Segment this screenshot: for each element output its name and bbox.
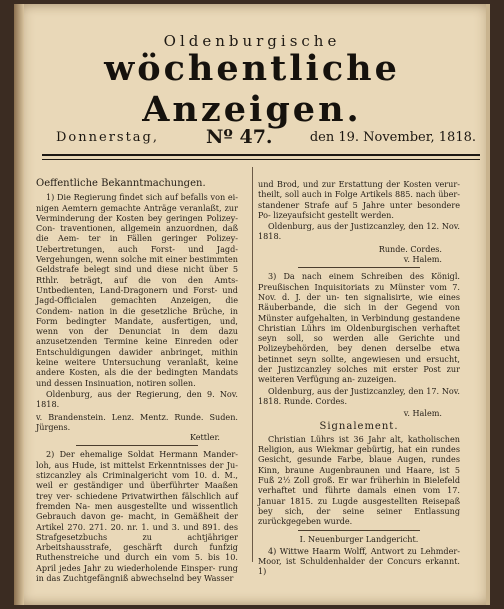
- notice-1-date: Oldenburg, aus der Regierung, den 9. Nov. 1818.: [36, 388, 238, 410]
- newspaper-page: [14, 4, 490, 605]
- notice-separator: [298, 530, 419, 531]
- notice-1-clerk: Kettler.: [189, 432, 220, 443]
- notice-1-signers: v. Brandenstein. Lenz. Mentz. Runde. Suden. Jürgens.: [36, 411, 238, 432]
- left-column: [36, 179, 238, 583]
- signalement-heading: Signalement.: [319, 420, 399, 432]
- notice-2-signers: Runde. Cordes.: [378, 243, 442, 254]
- notice-2-continued: und Brod, und zur Erstattung der Kosten verur- theilt, soll auch in Folge Artikels 885. nach über- standener Strafe auf 5 Jahre unter besondere Po- lizeyaufsicht gestellt werden.: [258, 179, 460, 220]
- header-rule-thin: [42, 159, 480, 160]
- court-subheading: I. Neuenburger Landgericht.: [299, 533, 419, 544]
- masthead-line-1: Oldenburgische: [163, 32, 341, 50]
- notice-3-clerk: v. Halem.: [403, 408, 442, 419]
- header-rule-thick: [42, 154, 480, 156]
- issue-number: Nº 47.: [206, 126, 273, 148]
- notice-separator: [298, 267, 419, 268]
- masthead-title: wöchentliche Anzeigen.: [104, 48, 400, 130]
- right-column: [258, 179, 460, 577]
- notice-2-clerk: v. Halem.: [403, 254, 442, 265]
- notice-1-text: 1) Die Regierung findet sich auf befalls von ei- nigen Aemtern gemachte Anträge veranlaßt, zur Verminderung der Kosten bey geringen Polizey-Con- traventionen, allgemein anzuordnen, daß die Aem- ter in Fällen geringer Polizey-Uebertretungen, auch Forst- und Jagd-Vergehungen, wenn solche mit einer bestimmten Geldstrafe belegt sind und diese nicht über 5 Rthlr. beträgt, auf die von den Amts- Untbedienten, Land-Dragonern und Forst- und Jagd-Officialen gemachten Anzeigen, die Condem- nation in die gesetzliche Brüche, in Form bedingter Mandate, ausfertigen, und, wenn von der Denunciat in dem dazu anzusetzenden Termine keine Einreden oder Entschuldigungen dawider anbringet, mithin keine weitere Untersuchung veranlaßt, keine andere Kosten, als die der bedingten Mandats und dessen Insinuation, notiren sollen.: [36, 192, 238, 388]
- dateline-date: den 19. November, 1818.: [309, 130, 476, 145]
- notice-2-text: 2) Der ehemalige Soldat Hermann Mander- loh, aus Hude, ist mittelst Erkenntnisses der Ju- stizcanzley als Criminalgericht vom 10. d. M., weil er geständiger und überführter Maaßen trey ver- schiedene Privatwirthen fälschlich auf fremden Na- men ausgestellte und wissentlich Gebrauch davon ge- macht, in Gemäßheit der Artikel 270. 271. 20. nr. 1. und 3. und 891. des Strafgesetzbuchs zu achtjähriger Arbeitshausstrafe, geschärft durch funfzig Ruthenstreiche und durch ein vom 5. bis 10. April jedes Jahr zu wiederholende Einsper- rung in das Zuchtgefängniß abwechselnd bey Wasser: [36, 449, 238, 583]
- notice-separator: [76, 445, 197, 446]
- signalement-text: Christian Lührs ist 36 Jahr alt, katholischen Religion, aus Wiekmar gebürtig, hat ein rundes Gesicht, gesunde Farbe, blaue Augen, rundes Kinn, braune Augenbraunen und Haare, ist 5 Fuß 2½ Zoll groß. Er war früherhin in Bielefeld verhaftet und führte damals einen vom 17. Januar 1815. zu Lugde ausgestellten Reisepaß bey sich, der seine seiner Entlassung zurückgegeben wurde.: [258, 433, 460, 527]
- column-divider: [252, 167, 253, 562]
- notice-2-date: Oldenburg, aus der Justizcanzley, den 12. Nov. 1818.: [258, 221, 460, 242]
- dateline-weekday: Donnerstag,: [56, 130, 160, 145]
- section-heading: Oeffentliche Bekanntmachungen.: [36, 178, 206, 189]
- dateline: [56, 126, 476, 148]
- notice-4-text: 4) Wittwe Haarm Wolff, Antwort zu Lehmder- Moor, ist Schuldenhalder der Concurs erkannt. 1): [258, 545, 460, 577]
- notice-3-date: Oldenburg, aus der Justizcanzley, den 17. Nov. 1818. Runde. Cordes.: [258, 385, 460, 406]
- notice-3-text: 3) Da nach einem Schreiben des Königl. Preußischen Inquisitoriats zu Münster vom 7. Nov. d. J. der un- ten signalisirte, wie eines Räuberbande, die sich in der Gegend von Münster aufgehalten, in Verbindung gestandene Christian Lührs im Oldenburgischen verhaftet seyn soll, so werden alle Gerichte und Polizeybehörden, bey denen derselbe etwa betinnet seyn sollte, angewiesen und ersucht, der Justizcanzley solches mit erster Post zur weiteren Verfügung an- zuzeigen.: [258, 271, 460, 385]
